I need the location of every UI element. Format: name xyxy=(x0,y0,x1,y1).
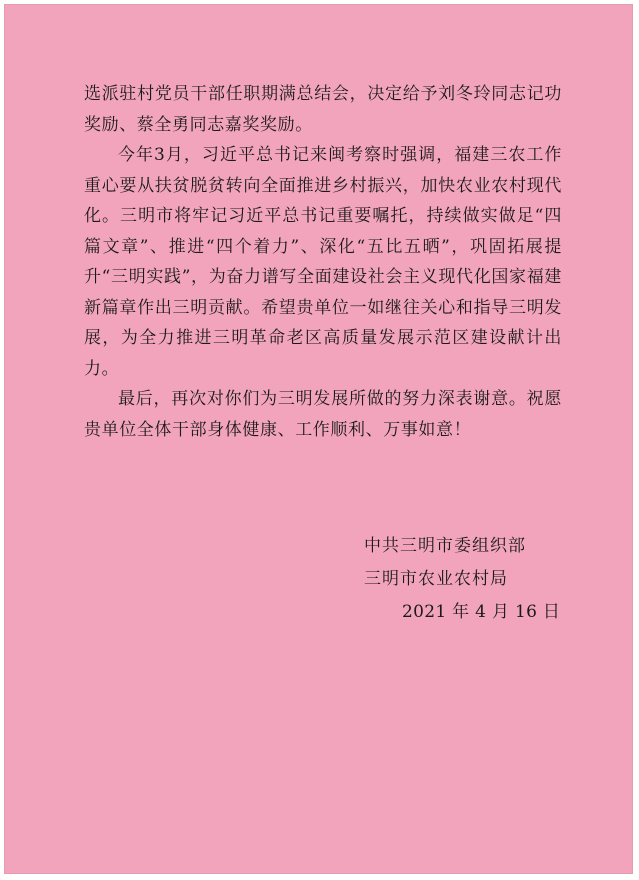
signature-block xyxy=(364,530,584,629)
letter-page xyxy=(4,4,633,874)
paragraph-closing: 最后，再次对你们为三明发展所做的努力深表谢意。祝愿贵单位全体干部身体健康、工作顺利、万事如意！ xyxy=(84,389,562,440)
paragraph-continuation: 选派驻村党员干部任职期满总结会，决定给予刘冬玲同志记功奖励、蔡全勇同志嘉奖奖励。 xyxy=(84,84,562,135)
signature-org-2: 三明市农业农村局 xyxy=(364,569,508,589)
letter-body xyxy=(84,79,562,445)
signature-date: 2021 年 4 月 16 日 xyxy=(402,602,561,622)
paragraph-rural-revitalization: 今年3月，习近平总书记来闽考察时强调，福建三农工作重心要从扶贫脱贫转向全面推进乡村振兴，加快农业农村现代化。三明市将牢记习近平总书记重要嘱托，持续做实做足“四篇文章”、推进“四个着力”、深化“五比五晒”，巩固拓展提升“三明实践”，为奋力谱写全面建设社会主义现代化国家福建新篇章作出三明贡献。希望贵单位一如继往关心和指导三明发展，为全力推进三明革命老区高质量发展示范区建设献计出力。 xyxy=(84,145,562,379)
signature-org-1: 中共三明市委组织部 xyxy=(364,536,526,556)
